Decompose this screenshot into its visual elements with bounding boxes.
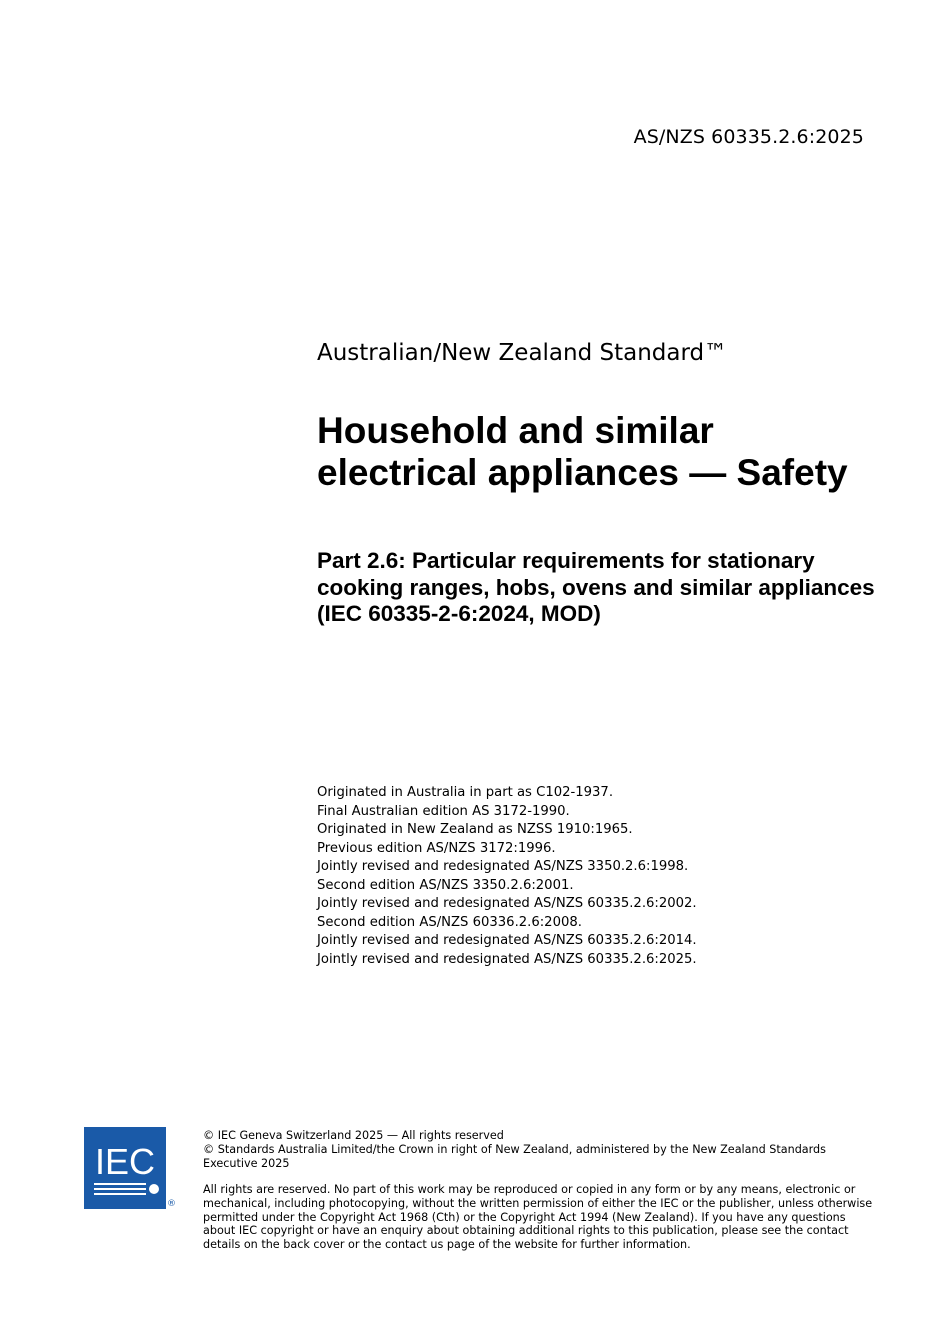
history-item: Second edition AS/NZS 3350.2.6:2001. xyxy=(317,877,574,893)
registered-mark: ® xyxy=(167,1199,176,1209)
history-item: Previous edition AS/NZS 3172:1996. xyxy=(317,840,556,856)
history-item: Jointly revised and redesignated AS/NZS 3350.2.6:1998. xyxy=(317,859,689,874)
history-item: Jointly revised and redesignated AS/NZS 60335.2.6:2014. xyxy=(317,933,697,948)
copyright-block xyxy=(203,1129,873,1170)
history-item: Second edition AS/NZS 60336.2.6:2008. xyxy=(317,914,582,930)
copyright-iec: © IEC Geneva Switzerland 2025 — All rights reserved xyxy=(203,1129,504,1142)
history-item: Jointly revised and redesignated AS/NZS 60335.2.6:2025. xyxy=(317,951,697,967)
standard-type: Australian/New Zealand Standard™ xyxy=(317,340,728,366)
iec-logo-text: IEC xyxy=(94,1141,156,1182)
iec-logo xyxy=(84,1127,166,1209)
document-title: Household and similar electrical appliances — Safety xyxy=(317,410,848,493)
copyright-standards-australia: © Standards Australia Limited/the Crown in right of New Zealand, administered by the New Zealand Standards Executive 2025 xyxy=(203,1142,826,1170)
document-subtitle: Part 2.6: Particular requirements for stationary cooking ranges, hobs, ovens and similar appliances (IEC 60335-2-6:2024, MOD) xyxy=(317,548,875,626)
edition-history xyxy=(317,784,697,969)
document-number: AS/NZS 60335.2.6:2025 xyxy=(633,126,864,148)
history-item: Originated in New Zealand as NZSS 1910:1965. xyxy=(317,822,633,837)
history-item: Originated in Australia in part as C102-1937. xyxy=(317,785,614,800)
history-item: Final Australian edition AS 3172-1990. xyxy=(317,803,570,819)
history-item: Jointly revised and redesignated AS/NZS 60335.2.6:2002. xyxy=(317,896,697,911)
rights-statement: All rights are reserved. No part of this work may be reproduced or copied in any form or by any means, electronic or mechanical, including photocopying, without the written permission of either the IEC or the publisher, unless otherwise permitted under the Copyright Act 1968 (Cth) or the Copyright Act 1994 (New Zealand). If you have any questions about IEC copyright or have an enquiry about obtaining additional rights to this publication, please see the contact details on the back cover or the contact us page of the website for further information. xyxy=(203,1183,873,1252)
